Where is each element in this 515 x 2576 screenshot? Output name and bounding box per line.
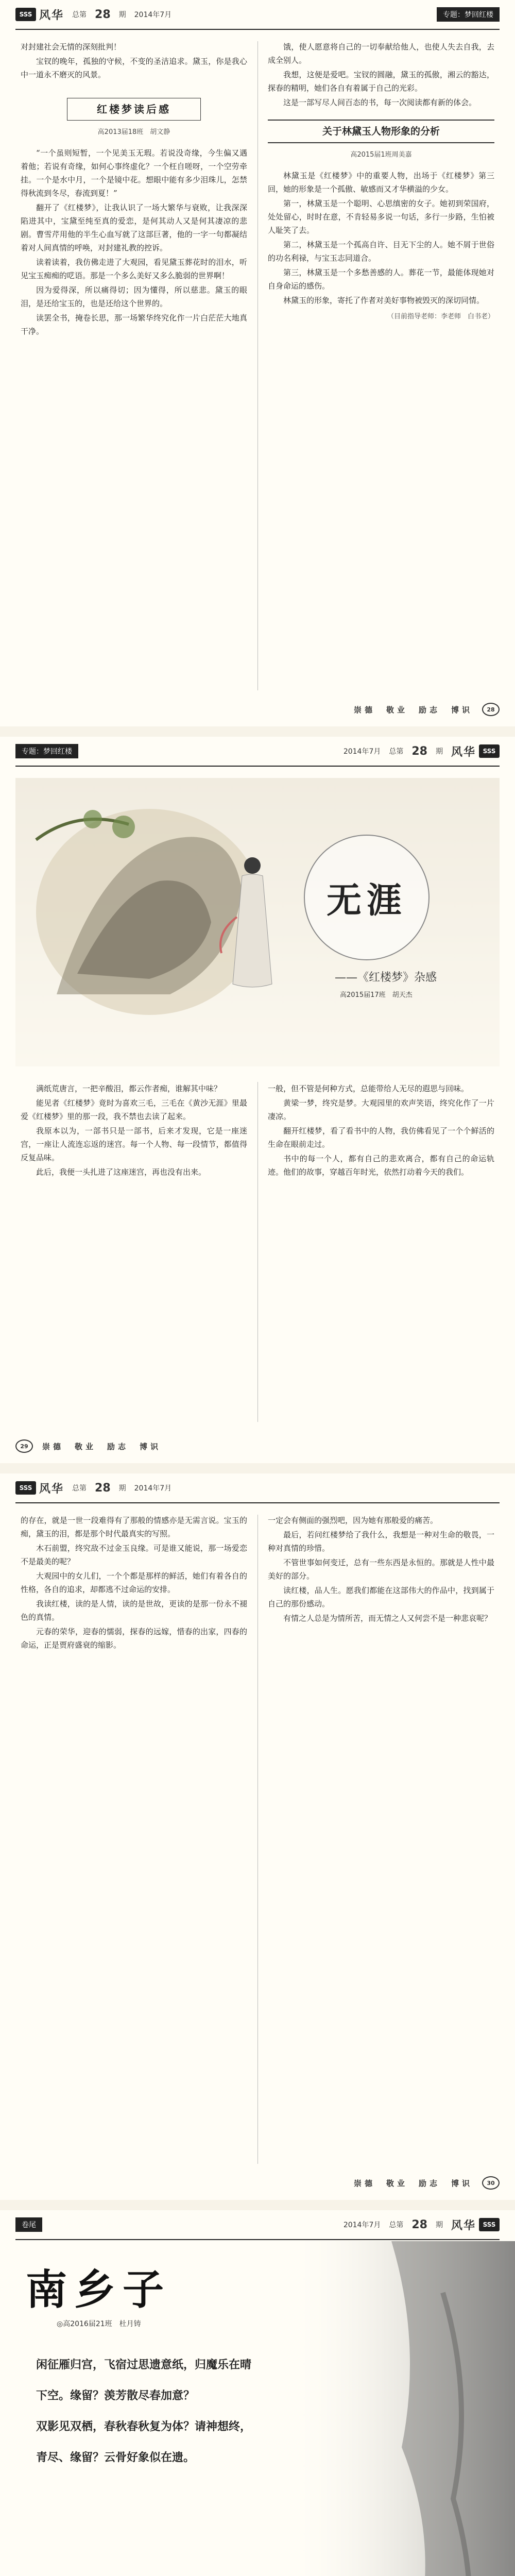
right-column [268,1082,494,1180]
left-column [21,40,247,339]
poem-body [36,2349,479,2473]
footer-motto: 崇德 敬业 励志 博识 [353,2178,473,2188]
body-para: 翻开了《红楼梦》，让我认识了一场大繁华与衰败，让我深深陷进其中，宝黛至纯至真的爱恋，是何其动人又是何其凄凉的悲剧。曹雪芹用他的半生心血写就了这部巨著，他的一字一句都凝结着对人间真情的呼唤，对封建礼教的控诉。 [21,203,247,252]
body-para: 木石前盟，终究敌不过金玉良缘。可是谁又能说，那一场爱恋不是最美的呢？ [21,1544,247,1566]
body-para: 满纸荒唐言，一把辛酸泪，都云作者痴，谁解其中味？ [36,1084,222,1093]
logo-badge: SSS [15,1481,36,1495]
issue-number: 28 [95,8,111,21]
body-para: 翻开红楼梦，看了看书中的人物，我仿佛看见了一个个鲜活的生命在眼前走过。 [268,1126,494,1149]
footer-motto: 崇德 敬业 励志 博识 [42,1442,162,1451]
body-para: 读罢全书，掩卷长思，那一场繁华终究化作一片白茫茫大地真干净。 [21,313,247,336]
section-tag: 专题：梦回红楼 [15,744,78,758]
body-para: 读红楼，品人生。愿我们都能在这部伟大的作品中，找到属于自己的那份感动。 [268,1586,494,1608]
body-para: 我想，这便是爱吧。宝钗的圆融，黛玉的孤傲，湘云的豁达，探春的精明，她们各自有着属于自己的光彩。 [268,70,494,93]
body-para: 的存在，就是一世一段难得有了那般的情感亦是无需言说。宝玉的痴，黛玉的泪，都是那个时代最真实的写照。 [21,1516,247,1538]
footer-motto: 崇德 敬业 励志 博识 [353,705,473,715]
magazine-logo [15,7,64,23]
page-header [15,2210,500,2239]
article-title: 红楼梦读后感 [67,98,201,121]
body-para: 因为爱得深，所以痛得切；因为懂得，所以慈悲。黛玉的眼泪，是还给宝玉的，也是还给这个世界的。 [21,285,247,308]
page-footer [15,1438,500,1454]
logo-text: 风华 [39,1482,64,1496]
page-number-icon: 29 [15,1439,33,1453]
page-4 [0,2210,515,2576]
magazine-logo [451,2217,500,2233]
body-para: 第一，林黛玉是一个聪明、心思缜密的女子。她初到荣国府，处处留心，时时在意，不肯轻易多说一句话，多行一步路，生怕被人耻笑了去。 [268,199,494,235]
intro-para: 对封建社会无情的深刻批判！ [21,42,122,52]
issue-date: 2014年7月 [134,1484,172,1493]
body-para: “一个虽则短暂，一个见美玉无瑕。若说没奇缘，今生偏又遇着他；若说有奇缘，如何心事终虚化？一个枉自嗟呀，一个空劳牵挂。一个是水中月，一个是镜中花。想眼中能有多少泪珠儿，怎禁得秋流到冬尽，春流到夏！” [21,148,247,198]
body-para: 此后，我便一头扎进了这座迷宫，再也没有出来。 [36,1167,207,1177]
right-column [268,1514,494,1626]
issue-label: 总第 [389,2221,404,2229]
page-header [15,1473,500,1502]
issue-suffix: 期 [435,2221,443,2229]
body-para: 第二，林黛玉是一个孤高自许、目无下尘的人。她不屑于世俗的功名利禄，与宝玉志同道合。 [268,240,494,263]
intro-para: 宝钗的晚年，孤独的守候，不变的圣洁追求。黛玉，你是我心中一道永不磨灭的风景。 [21,57,247,79]
body-para: 最后，若问红楼梦给了我什么，我想是一种对生命的敬畏，一种对真情的珍惜。 [268,1530,494,1553]
issue-suffix: 期 [435,748,443,756]
page-footer [15,702,500,717]
right-column [268,40,494,324]
issue-date: 2014年7月 [343,2221,381,2229]
poem-byline: ◎高2016届21班 杜月铸 [57,2320,141,2328]
page-header [15,737,500,766]
body-para: 元春的荣华，迎春的懦弱，探春的远嫁，惜春的出家，四春的命运，正是贾府盛衰的缩影。 [21,1627,247,1650]
body-para: 这是一部写尽人间百态的书，每一次阅读都有新的体会。 [283,98,477,107]
issue-date: 2014年7月 [134,11,172,19]
issue-date: 2014年7月 [343,748,381,756]
page-number-icon: 28 [482,703,500,716]
poem-line: 下空。缘留？羡芳散尽春加意？ [36,2389,195,2402]
signature: （目前指导老师：李老师 白书老） [387,313,494,320]
magazine-logo [15,1480,64,1496]
article-byline: 高2013届18班 胡文静 [97,128,170,136]
issue-number: 28 [411,744,427,758]
section-tag: 专题：梦回红楼 [437,7,500,22]
logo-text: 风华 [39,9,64,22]
body-para: 一定会有侧面的强烈吧，因为她有那般爱的痛苦。 [268,1516,438,1525]
poem-line: 闲征雁归宫，飞宿过思遗意纸，归魔乐在晴 [36,2358,252,2371]
section-tag: 卷尾 [15,2217,42,2232]
issue-number: 28 [411,2218,427,2231]
body-para: 读着读着，我仿佛走进了大观园，看见黛玉葬花时的泪水，听见宝玉痴痴的呓语。那是一个多么美好又多么脆弱的世界啊！ [21,258,247,280]
poem-line: 双影见双栖，春秋春秋复为体？请神想终， [36,2420,252,2433]
issue-label: 总第 [72,11,87,19]
logo-text: 风华 [451,2219,476,2232]
article-title: 关于林黛玉人物形象的分析 [268,120,494,143]
issue-suffix: 期 [118,11,126,19]
body-para: 我原本以为，一部书只是一部书，后来才发现，它是一座迷宫，一座让人流连忘返的迷宫。每一个人物、每一段情节，都值得反复品味。 [21,1126,247,1162]
ink-painting-icon [15,778,500,1066]
logo-badge: SSS [479,744,500,758]
logo-text: 风华 [451,745,476,759]
page-number-icon: 30 [482,2176,500,2190]
page-3 [0,1473,515,2200]
header-rule [15,29,500,30]
page-footer [15,2175,500,2191]
logo-badge: SSS [479,2218,500,2231]
body-para: 大观园中的女儿们，一个个都是那样的鲜活，她们有着各自的性格，各自的追求，却都逃不过命运的安排。 [21,1571,247,1594]
art-byline: 高2015届17班 胡天杰 [340,991,413,999]
logo-badge: SSS [15,8,36,21]
body-para: 林黛玉的形象，寄托了作者对美好事物被毁灭的深切同情。 [283,296,485,305]
body-para: 能见者《红楼梦》竟时为喜欢三毛，三毛在《黄沙无涯》里最爱《红楼梦》里的那一段，我不禁也去读了起来。 [21,1098,247,1121]
magazine-logo [451,743,500,759]
body-para: 林黛玉是《红楼梦》中的重要人物，出场于《红楼梦》第三回，她的形象是一个孤傲、敏感而又才华横溢的少女。 [268,171,494,194]
issue-number: 28 [95,1481,111,1495]
feature-illustration [15,778,500,1066]
left-column [21,1082,247,1180]
body-para: 有情之人总是为情所苦，而无情之人又何尝不是一种悲哀呢？ [283,1614,492,1623]
body-para: 黄梁一梦，终究是梦。大观园里的欢声笑语，终究化作了一片凄凉。 [268,1098,494,1121]
issue-label: 总第 [72,1484,87,1493]
left-column [21,1514,247,1653]
page-2 [0,737,515,1463]
poem-title: 南乡子 [26,2265,171,2314]
art-subtitle: ——《红楼梦》杂感 [335,971,437,984]
page-header [15,0,500,29]
body-para: 不管世事如何变迁，总有一些东西是永恒的。那就是人性中最美好的部分。 [268,1558,494,1581]
header-rule [15,2239,500,2240]
issue-suffix: 期 [118,1484,126,1493]
art-title: 无涯 [304,835,430,960]
body-para: 第三，林黛玉是一个多愁善感的人。葬花一节，最能体现她对自身命运的感伤。 [268,268,494,291]
body-para: 我读红楼，读的是人情，读的是世故，更读的是那一份永不褪色的真情。 [21,1599,247,1622]
page-1 [0,0,515,726]
header-rule [15,766,500,767]
header-rule [15,1502,500,1503]
poem-line: 青尽、缘留？云骨好象似在遗。 [36,2451,195,2464]
article-byline: 高2015届1班周美嘉 [350,151,412,159]
body-para: 书中的每一个人，都有自己的悲欢离合，都有自己的命运轨迹。他们的故事，穿越百年时光，依然打动着今天的我们。 [268,1154,494,1177]
body-para: 饿，使人愿意将自己的一切奉献给他人，也使人失去自我，去成全别人。 [268,42,494,65]
body-para: 一般，但不管是何种方式，总能带给人无尽的遐思与回味。 [268,1084,469,1093]
issue-label: 总第 [389,748,404,756]
